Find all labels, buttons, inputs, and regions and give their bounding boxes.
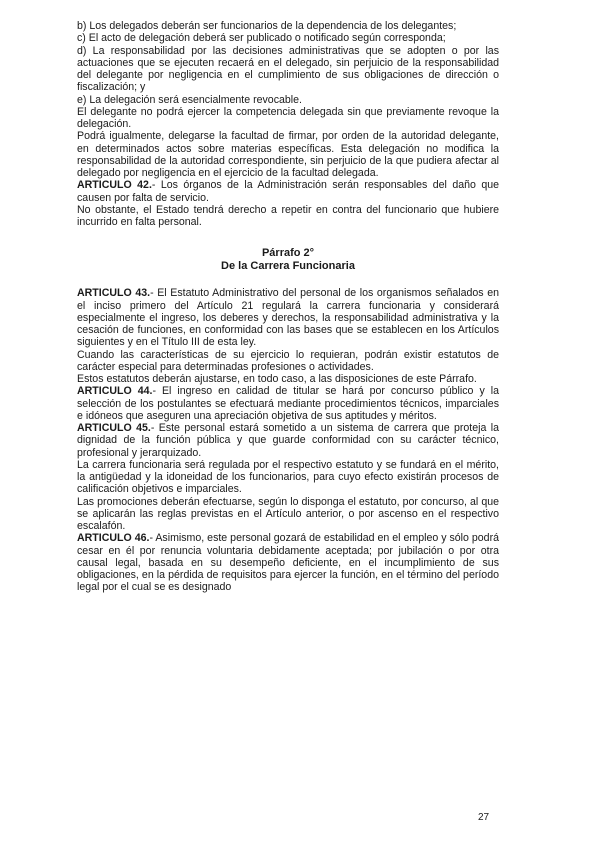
article-42-text: - Los órganos de la Administración serán responsables del daño que causen por falta de servicio. bbox=[77, 179, 500, 204]
article-46 bbox=[77, 532, 499, 593]
article-46-label: ARTICULO 46. bbox=[77, 532, 150, 545]
section-subheading: De la Carrera Funcionaria bbox=[221, 260, 355, 273]
article-43-label: ARTICULO 43. bbox=[77, 287, 151, 300]
article-45-text: - Este personal estará sometido a un sistema de carrera que proteja la dignidad de la función pública y que guarde conformidad con su carácter técnico, profesional y jerarquizado. bbox=[77, 422, 500, 459]
paragraph-item-c: c) El acto de delegación deberá ser publicado o notificado según corresponda; bbox=[77, 32, 446, 45]
article-43-text: - El Estatuto Administrativo del personal de los organismos señalados en el inciso primero del Artículo 21 regulará la carrera funcionaria y considerará especialmente el ingreso, los deberes y derechos, la responsabilidad administrativa y la cesación de funciones, en conformidad con las bases que se establecen en los Artículos siguientes y en el Título III de esta ley. bbox=[77, 287, 499, 349]
document-body bbox=[77, 20, 499, 594]
article-42-label: ARTICULO 42. bbox=[77, 179, 152, 192]
article-43-paragraph-3: Estos estatutos deberán ajustarse, en todo caso, a las disposiciones de este Párrafo. bbox=[77, 373, 477, 385]
article-43 bbox=[77, 287, 499, 348]
paragraph-firma: Podrá igualmente, delegarse la facultad de firmar, por orden de la autoridad delegante, en determinados actos sobre materias específicas. Esta delegación no modifica la responsabilidad de la autoridad correspondiente, sin perjuicio de la que pudiera afectar al delegado por negligencia en el ejercicio de la facultad delegada. bbox=[77, 130, 499, 179]
paragraph-delegante: El delegante no podrá ejercer la competencia delegada sin que previamente revoque la delegación. bbox=[77, 105, 499, 130]
article-46-text: - Asimismo, este personal gozará de estabilidad en el empleo y sólo podrá cesar en él por renuncia voluntaria debidamente aceptada; por jubilación o por otra causal legal, basada en su desempeño deficiente, en el incumplimiento de sus obligaciones, en la pérdida de requisitos para ejercer la función, en el término del período legal por el cual se es designado bbox=[77, 532, 499, 594]
article-42 bbox=[77, 179, 499, 204]
article-45-label: ARTICULO 45. bbox=[77, 422, 151, 434]
article-45-paragraph-3: Las promociones deberán efectuarse, según lo disponga el estatuto, por concurso, al que se aplicarán las reglas previstas en el Artículo anterior, o por ascenso en el respectivo escalafón. bbox=[77, 495, 499, 532]
page-number: 27 bbox=[478, 812, 490, 823]
paragraph-item-b: b) Los delegados deberán ser funcionarios de la dependencia de los delegantes; bbox=[77, 20, 457, 32]
article-44 bbox=[77, 385, 499, 422]
article-42-paragraph-2: No obstante, el Estado tendrá derecho a repetir en contra del funcionario que hubiere incurrido en falta personal. bbox=[77, 203, 499, 228]
article-45 bbox=[77, 422, 499, 459]
section-heading: Párrafo 2° bbox=[261, 247, 315, 260]
article-44-label: ARTICULO 44. bbox=[77, 385, 153, 398]
paragraph-item-e: e) La delegación será esencialmente revocable. bbox=[77, 93, 302, 106]
paragraph-item-d: d) La responsabilidad por las decisiones administrativas que se adopten o por las actuaciones que se ejecuten recaerá en el delegado, sin perjuicio de la responsabilidad del delegante por negligencia en el cumplimiento de sus obligaciones de dirección o fiscalización; y bbox=[77, 44, 499, 94]
article-43-paragraph-2: Cuando las características de su ejercicio lo requieran, podrán existir estatutos de carácter especial para determinadas profesiones o actividades. bbox=[77, 348, 499, 373]
article-45-paragraph-2: La carrera funcionaria será regulada por el respectivo estatuto y se fundará en el mérito, la antigüedad y la idoneidad de los funcionarios, para cuyo efecto existirán procesos de calificación objetivos e imparciales. bbox=[77, 458, 499, 496]
article-44-text: - El ingreso en calidad de titular se hará por concurso público y la selección de los postulantes se efectuará mediante procedimientos técnicos, imparciales e idóneos que aseguren una apreciación objetiva de sus aptitudes y méritos. bbox=[77, 385, 499, 422]
